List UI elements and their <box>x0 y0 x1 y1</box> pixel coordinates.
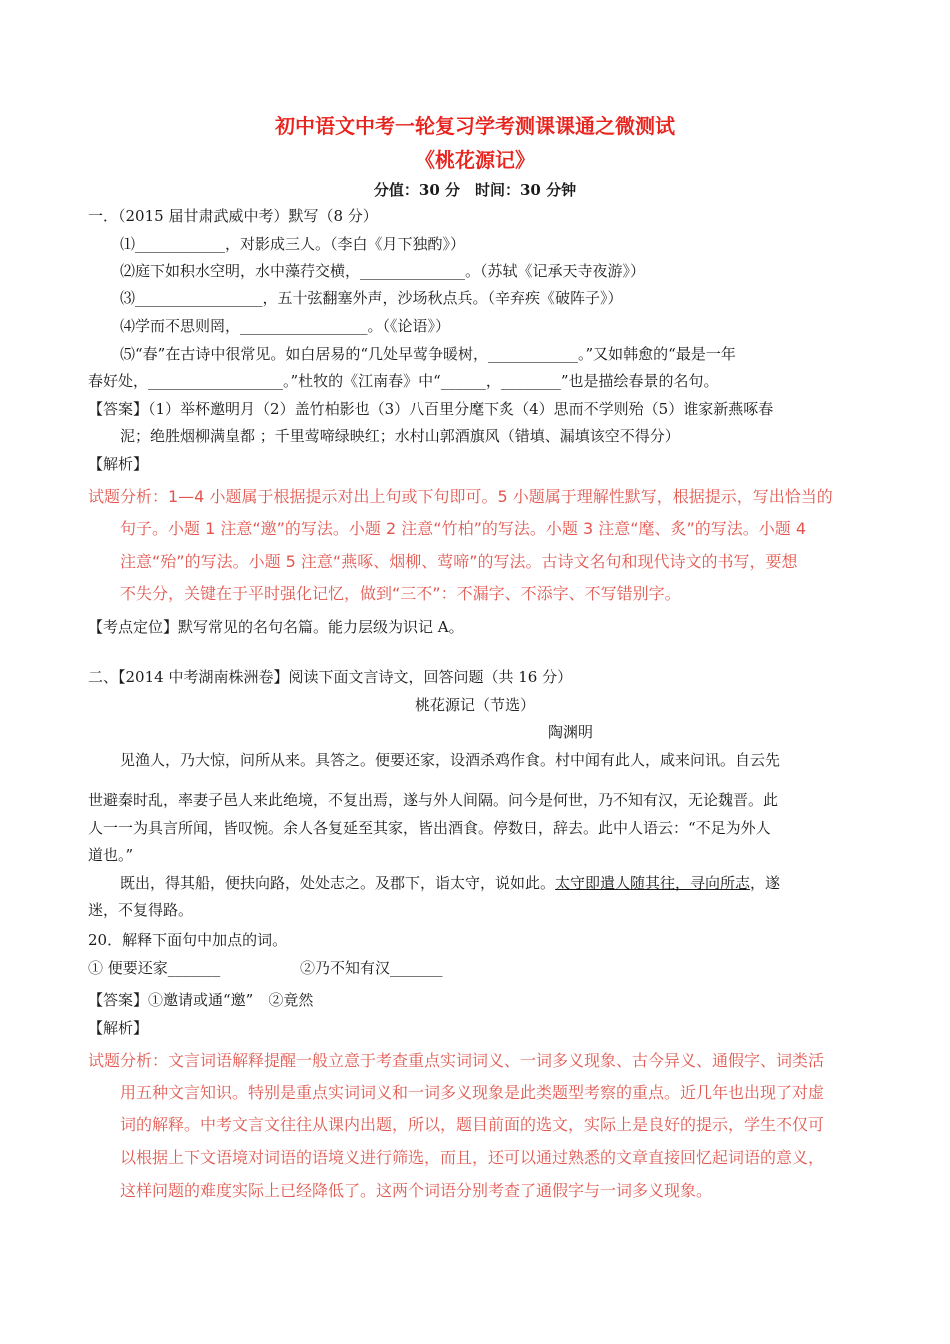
q2-analysis-line: 这样问题的难度实际上已经降低了。这两个词语分别考查了通假字与一词多义现象。 <box>120 1181 713 1200</box>
passage-line: 人一一为具言所闻，皆叹惋。余人各复延至其家，皆出酒食。停数日，辞去。此中人语云：“不足为外人 <box>88 819 771 837</box>
q1-answer: 【答案】（1）举杯邀明月（2）盖竹柏影也（3）八百里分麾下炙（4）思而不学则殆（5）谁家新燕啄春 <box>88 400 774 418</box>
q1-item-4: ⑷学而不思则罔，_________________。（《论语》） <box>120 317 451 335</box>
q2-jiexi-label: 【解析】 <box>88 1019 149 1037</box>
q1-analysis-line: 试题分析：1—4 小题属于根据提示对出上句或下句即可。5 小题属于理解性默写，根据提示，写出恰当的 <box>88 487 833 506</box>
passage-line: 道也。” <box>88 846 134 864</box>
q20-prompt: 20．解释下面句中加点的词。 <box>88 931 288 949</box>
q1-item-3: ⑶_________________，五十弦翻塞外声，沙场秋点兵。（辛弃疾《破阵子》） <box>120 289 623 307</box>
passage-text: ，遂 <box>750 874 781 892</box>
q1-analysis-line: 注意“殆”的写法。小题 5 注意“燕啄、烟柳、莺啼”的写法。古诗文名句和现代诗文的书写，要想 <box>120 552 798 571</box>
q1-heading: 一．（2015 届甘肃武威中考）默写（8 分） <box>88 207 378 225</box>
passage-line <box>120 873 780 893</box>
q1-analysis-line: 句子。小题 1 注意“邀”的写法。小题 2 注意“竹柏”的写法。小题 3 注意“麾、炙”的写法。小题 4 <box>120 519 807 538</box>
q1-item-1: ⑴____________，对影成三人。（李白《月下独酌》） <box>120 235 466 253</box>
q20-item-2: ②乃不知有汉_______ <box>300 959 443 977</box>
q1-answer-cont: 泥；绝胜烟柳满皇都 ；千里莺啼绿映红；水村山郭酒旗风（错填、漏填该空不得分） <box>120 427 680 445</box>
passage-line: 迷，不复得路。 <box>88 901 194 919</box>
q20-item-1: ① 便要还家_______ <box>88 959 221 977</box>
document-title: 初中语文中考一轮复习学考测课课通之微测试 <box>275 114 675 138</box>
document-subtitle: 《桃花源记》 <box>415 148 535 172</box>
q2-analysis-line: 试题分析：文言词语解释提醒一般立意于考查重点实词词义、一词多义现象、古今异义、通假字、词类活 <box>88 1051 825 1070</box>
q2-analysis-line: 以根据上下文语境对词语的语境义进行筛选，而且，还可以通过熟悉的文章直接回忆起词语的意义， <box>120 1148 825 1167</box>
q1-kaodian: 【考点定位】默写常见的名句名篇。能力层级为识记 A。 <box>88 618 464 636</box>
passage-text: 既出，得其船，便扶向路，处处志之。及郡下，诣太守，说如此。 <box>120 874 556 892</box>
score-time-line: 分值：30 分 时间：30 分钟 <box>373 181 577 199</box>
q2-heading: 二、【2014 中考湖南株洲卷】阅读下面文言诗文，回答问题（共 16 分） <box>88 668 573 686</box>
q2-analysis-line: 词的解释。中考文言文往往从课内出题，所以，题目前面的选文，实际上是良好的提示，学生不仅可 <box>120 1115 825 1134</box>
q1-item-5-cont: 春好处，__________________。”杜牧的《江南春》中“______，________”也是描绘春景的名句。 <box>88 372 719 390</box>
passage-title: 桃花源记（节选） <box>414 696 535 714</box>
q1-jiexi-label: 【解析】 <box>88 455 149 473</box>
passage-line: 见渔人，乃大惊，问所从来。具答之。便要还家，设酒杀鸡作食。村中闻有此人，咸来问讯。自云先 <box>120 751 781 769</box>
underlined-sentence: 太守即遣人随其往，寻向所志 <box>555 874 751 892</box>
q1-analysis-line: 不失分，关键在于平时强化记忆，做到“三不”：不漏字、不添字、不写错别字。 <box>120 584 681 603</box>
q1-item-5: ⑸“春”在古诗中很常见。如白居易的“几处早莺争暖树，____________。”又如韩愈的“最是一年 <box>120 345 736 363</box>
passage-author: 陶渊明 <box>548 723 594 741</box>
q2-answer: 【答案】①邀请或通“邀” ②竟然 <box>88 991 314 1009</box>
passage-line: 世避秦时乱，率妻子邑人来此绝境，不复出焉，遂与外人间隔。问今是何世，乃不知有汉，无论魏晋。此 <box>88 791 779 809</box>
q1-item-2: ⑵庭下如积水空明，水中藻荇交横，______________。（苏轼《记承天寺夜游》） <box>120 262 646 280</box>
q2-analysis-line: 用五种文言知识。特别是重点实词词义和一词多义现象是此类题型考察的重点。近几年也出现了对虚 <box>120 1083 825 1102</box>
